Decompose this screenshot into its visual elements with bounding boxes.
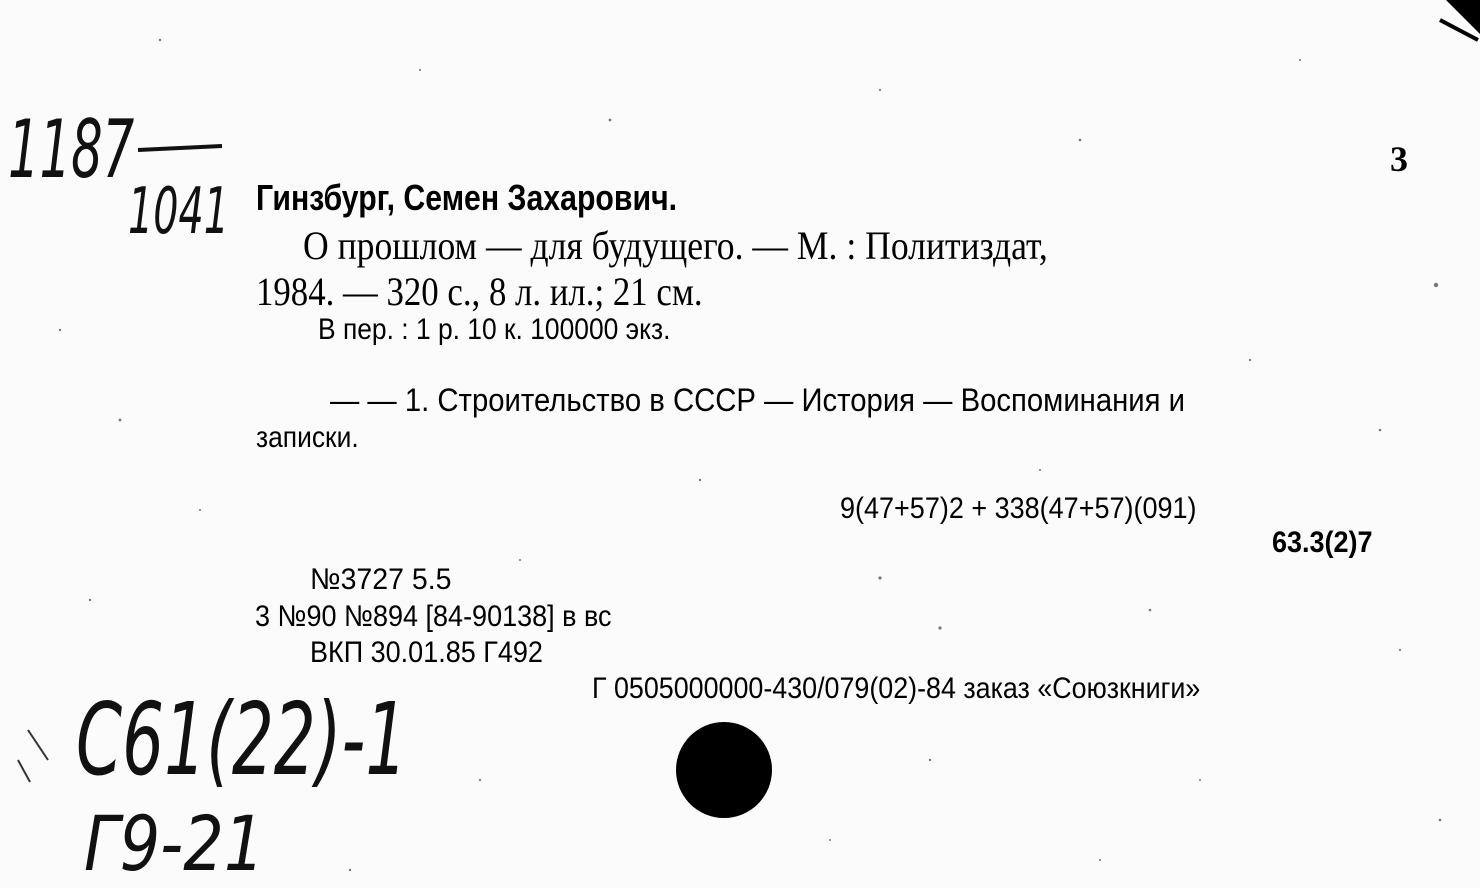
corner-mark [1446,0,1480,34]
bbk-classification: 63.3(2)7 [1272,526,1373,559]
subject-headings-continued: записки. [256,421,359,454]
udc-classification: 9(47+57)2 + 338(47+57)(091) [840,492,1197,525]
page-number: 3 [1390,139,1408,179]
title-statement: О прошлом — для будущего. — М. : Политиздат, [303,223,1048,268]
price-statement: В пер. : 1 р. 10 к. 100000 экз. [318,313,671,346]
subject-headings: — — 1. Строительство в СССР — История — Воспоминания и [330,382,1185,418]
handwritten-accession-number: 1187 [8,103,135,196]
punch-hole [676,722,772,818]
imprint-statement: 1984. — 320 с., 8 л. ил.; 21 см. [256,269,703,314]
registration-line: 3 №90 №894 [84-90138] в вс [255,600,612,633]
handwritten-author-mark: Г9-21 [84,799,265,888]
chamber-line: ВКП 30.01.85 Г492 [310,636,543,669]
order-line: Г 0505000000-430/079(02)-84 заказ «Союзкниги» [592,672,1201,705]
handwritten-shelf-number: 1041 [128,175,229,249]
handwritten-classification-code: С61(22)-1 [76,681,408,798]
reference-number: №3727 5.5 [310,563,452,596]
handwritten-dash [136,138,226,158]
author-heading: Гинзбург, Семен Захарович. [256,177,678,218]
